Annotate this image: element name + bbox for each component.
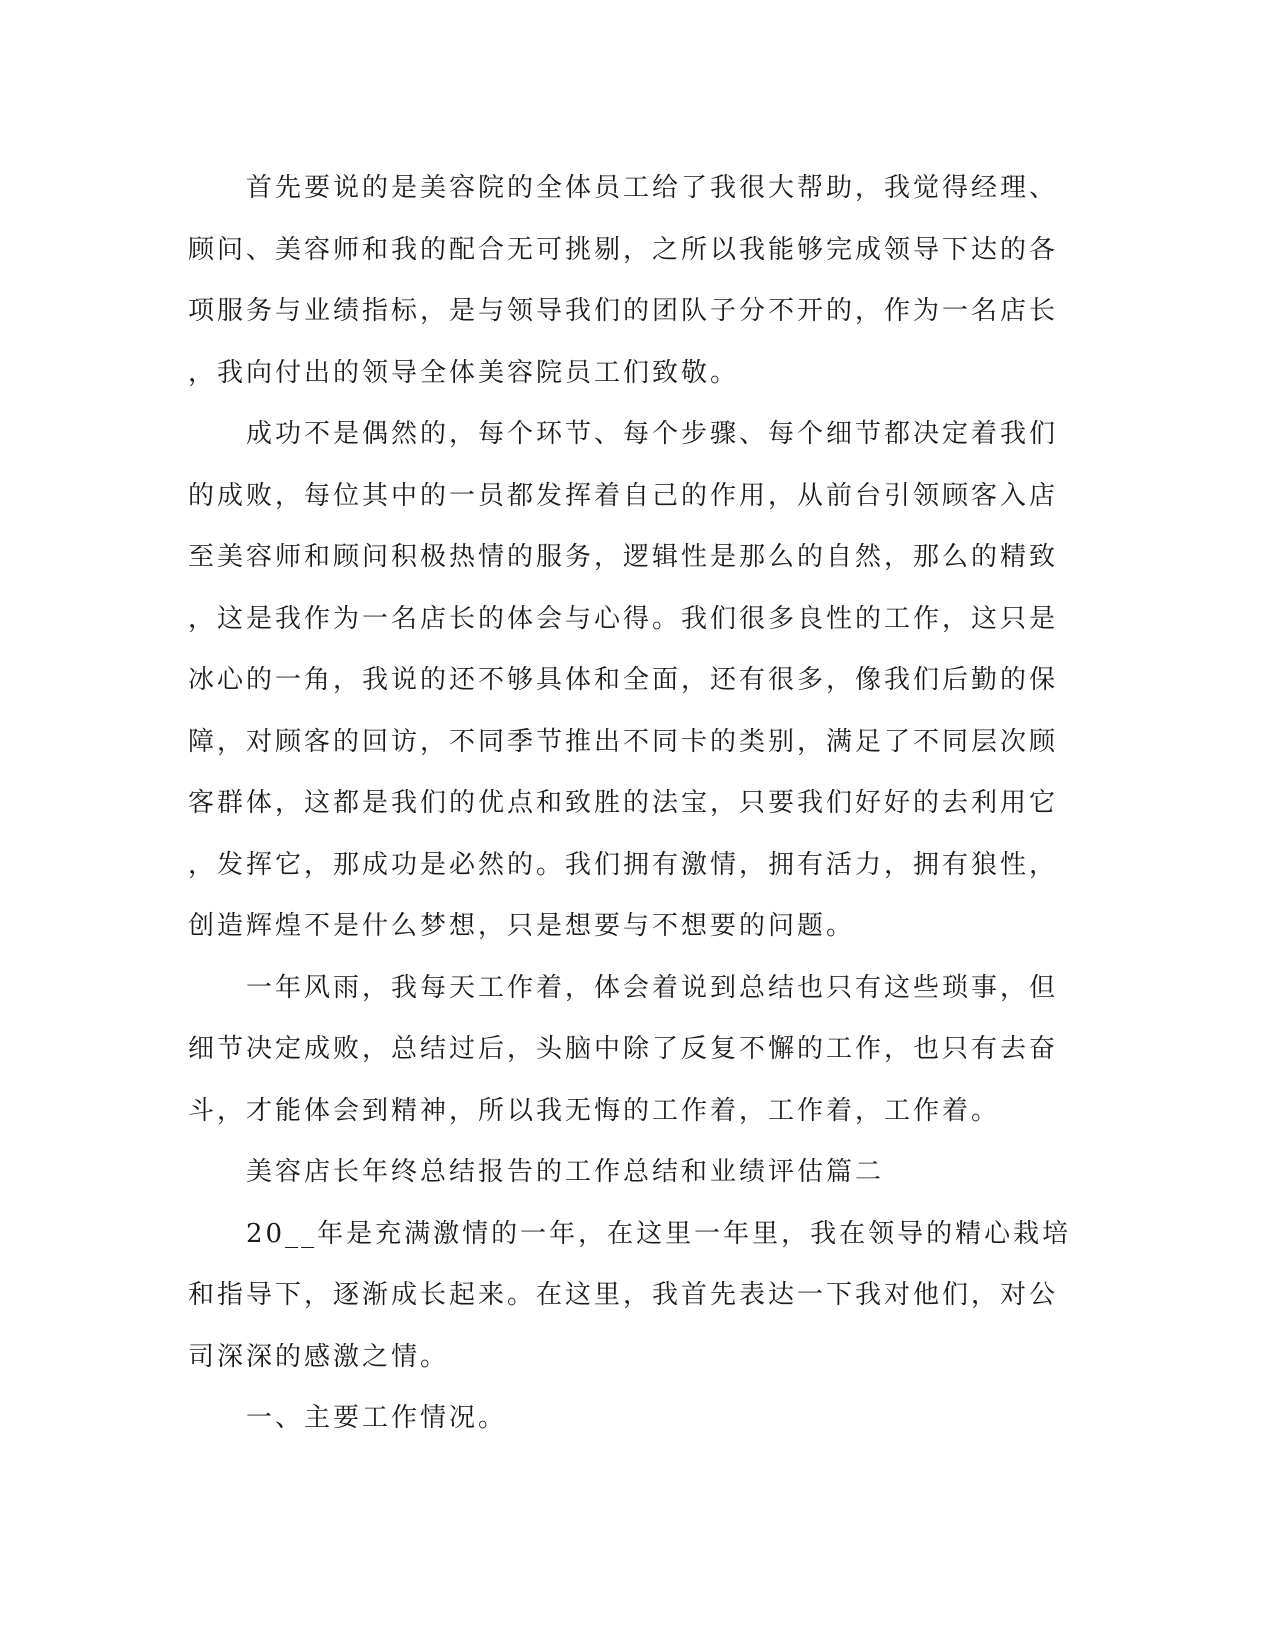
section-heading-part-two: 美容店长年终总结报告的工作总结和业绩评估篇二 — [188, 1157, 885, 1187]
paragraph-staff-thanks: 首先要说的是美容院的全体员工给了我很大帮助，我觉得经理、 顾问、美容师和我的配合无可挑剔，之所以我能够完成领导下达的各 项服务与业绩指标，是与领导我们的团队子分不开的，作为一名店长 ，我向付出的领导全体美容院员工们致敬。 — [188, 173, 1059, 388]
paragraph-success: 成功不是偶然的，每个环节、每个步骤、每个细节都决定着我们 的成败，每位其中的一员都发挥着自己的作用，从前台引领顾客入店 至美容师和顾问积极热情的服务，逻辑性是那么的自然，那么的精致 ，这是我作为一名店长的体会与心得。我们很多良性的工作，这只是 冰心的一角，我说的还不够具体和全面，还有很多，像我们后勤的保 障，对顾客的回访，不同季节推出不同卡的类别，满足了不同层次顾 客群体，这都是我们的优点和致胜的法宝，只要我们好好的去利用它 ，发挥它，那成功是必然的。我们拥有激情，拥有活力，拥有狼性， 创造辉煌不是什么梦想，只是想要与不想要的问题。 — [188, 419, 1059, 941]
paragraph-year-summary: 一年风雨，我每天工作着，体会着说到总结也只有这些琐事，但 细节决定成败，总结过后，头脑中除了反复不懈的工作，也只有去奋 斗，才能体会到精神，所以我无悔的工作着，工作着，工作着。 — [188, 972, 1059, 1126]
section-heading-main-work: 一、主要工作情况。 — [188, 1403, 508, 1433]
paragraph-year-intro: 20__年是充满激情的一年，在这里一年里，我在领导的精心栽培 和指导下，逐渐成长起来。在这里，我首先表达一下我对他们，对公 司深深的感激之情。 — [188, 1218, 1072, 1372]
document-body — [188, 158, 1078, 1450]
